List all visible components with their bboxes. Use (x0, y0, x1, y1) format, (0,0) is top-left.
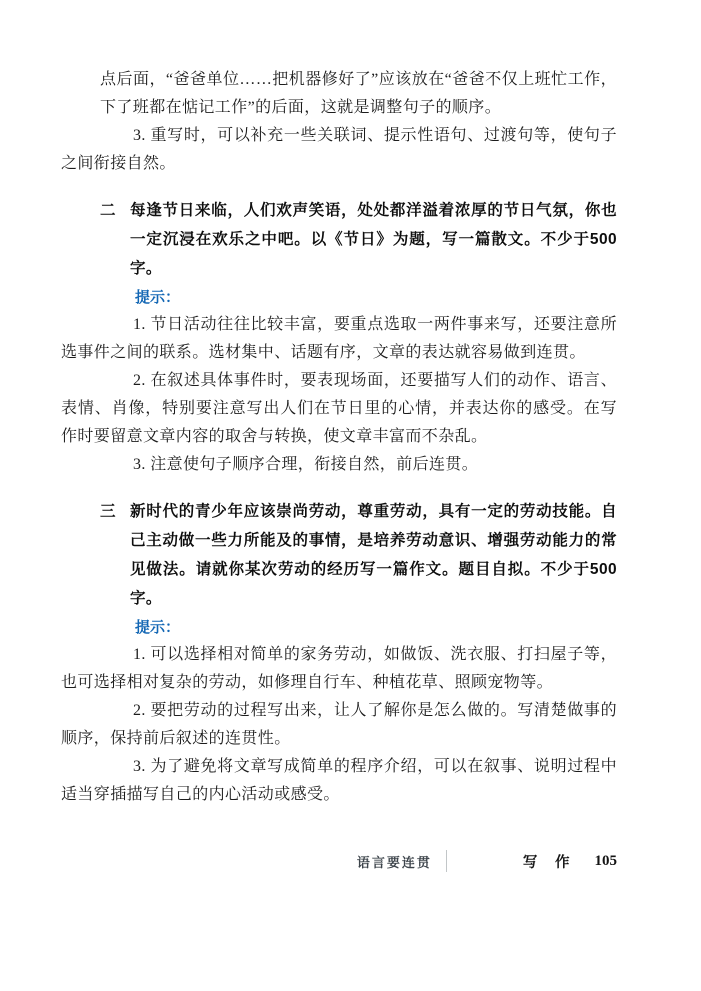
exercise-2-hints (61, 311, 617, 479)
exercise-2-hint-label: 提示： (135, 289, 181, 306)
exercise-2-heading (100, 196, 617, 283)
footer-divider (446, 850, 447, 872)
exercise-3-marker: 三 (100, 503, 116, 520)
footer-unit-title: 语言要连贯 (356, 854, 432, 870)
exercise-3-hint-label: 提示： (135, 619, 181, 636)
exercise-2-prompt: 每逢节日来临，人们欢声笑语，处处都洋溢着浓厚的节日气氛，你也一定沉浸在欢乐之中吧。以《节日》为题，写一篇散文。不少于500字。 (130, 202, 617, 277)
hint-item: 2. 在叙述具体事件时，要表现场面，还要描写人们的动作、语言、表情、肖像，特别要注意写出人们在节日里的心情，并表达你的感受。在写作时要留意文章内容的取舍与转换，使文章丰富而不杂乱。 (61, 372, 617, 445)
footer-page-number: 105 (594, 852, 617, 869)
exercise-2-marker: 二 (100, 202, 116, 219)
hint-item: 3. 注意使句子顺序合理，衔接自然，前后连贯。 (133, 456, 479, 473)
exercise-3-prompt: 新时代的青少年应该崇尚劳动，尊重劳动，具有一定的劳动技能。自己主动做一些力所能及的事情，是培养劳动意识、增强劳动能力的常见做法。请就你某次劳动的经历写一篇作文。题目自拟。不少于500字。 (130, 503, 617, 607)
continued-hint-block (0, 66, 701, 178)
page-footer (0, 850, 617, 872)
hint-item-3-exercise-1: 3. 重写时，可以补充一些关联词、提示性语句、过渡句等，使句子之间衔接自然。 (61, 127, 617, 172)
exercise-2 (0, 196, 701, 479)
exercise-3-heading (100, 497, 617, 613)
hint-item: 3. 为了避免将文章写成简单的程序介绍，可以在叙事、说明过程中适当穿插描写自己的内心活动或感受。 (61, 758, 617, 803)
exercise-3-hints (61, 641, 617, 809)
exercise-3 (0, 497, 701, 809)
hint-item: 1. 节日活动往往比较丰富，要重点选取一两件事来写，还要注意所选事件之间的联系。选材集中、话题有序，文章的表达就容易做到连贯。 (61, 316, 617, 361)
footer-chapter-label: 写 作 (522, 854, 577, 871)
hint-item: 2. 要把劳动的过程写出来，让人了解你是怎么做的。写清楚做事的顺序，保持前后叙述的连贯性。 (61, 702, 617, 747)
continued-hint-paragraph: 点后面，“爸爸单位……把机器修好了”应该放在“爸爸不仅上班忙工作，下了班都在惦记工作”的后面，这就是调整句子的顺序。 (100, 71, 617, 116)
hint-item: 1. 可以选择相对简单的家务劳动，如做饭、洗衣服、打扫屋子等，也可选择相对复杂的劳动，如修理自行车、种植花草、照顾宠物等。 (61, 646, 617, 691)
